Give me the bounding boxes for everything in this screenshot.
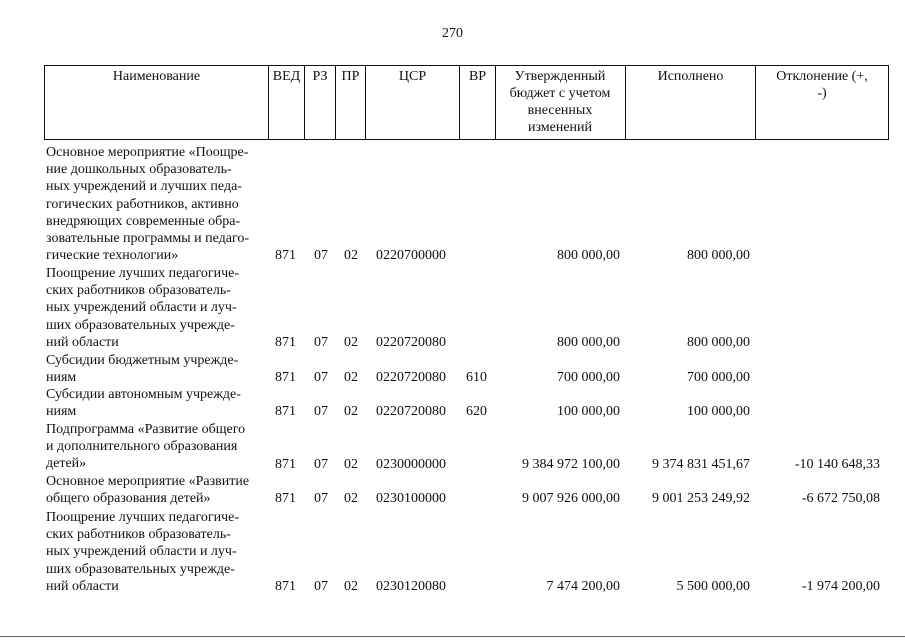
scan-bottom-edge	[0, 636, 905, 637]
row-name: Подпрограмма «Развитие общего и дополнительного образования детей»	[46, 422, 246, 472]
table-top-border	[44, 65, 889, 66]
row-pr: 02	[344, 579, 358, 594]
row-deviation: -6 672 750,08	[801, 491, 880, 506]
row-budget: 100 000,00	[557, 404, 620, 419]
row-ved: 871	[275, 579, 296, 594]
row-csr: 0230100000	[376, 491, 446, 506]
row-csr: 0230000000	[376, 457, 446, 472]
row-pr: 02	[344, 335, 358, 350]
row-name: Субсидии бюджетным учрежде- ниям	[46, 353, 239, 386]
header-ved: ВЕД	[272, 69, 301, 84]
row-name: Субсидии автономным учрежде- ниям	[46, 387, 241, 420]
row-deviation: -1 974 200,00	[801, 579, 880, 594]
row-ved: 871	[275, 335, 296, 350]
column-divider	[888, 65, 889, 140]
row-executed: 5 500 000,00	[676, 579, 750, 594]
row-pr: 02	[344, 457, 358, 472]
row-pr: 02	[344, 404, 358, 419]
header-csr: ЦСР	[398, 69, 427, 84]
column-divider	[755, 65, 756, 140]
page-number: 270	[442, 26, 463, 41]
row-budget: 700 000,00	[557, 370, 620, 385]
row-vr: 620	[466, 404, 487, 419]
row-rz: 07	[314, 404, 328, 419]
row-pr: 02	[344, 248, 358, 263]
row-budget: 9 007 926 000,00	[522, 491, 620, 506]
row-rz: 07	[314, 370, 328, 385]
row-budget: 9 384 972 100,00	[522, 457, 620, 472]
row-ved: 871	[275, 370, 296, 385]
row-budget: 800 000,00	[557, 248, 620, 263]
row-name: Основное мероприятие «Развитие общего образования детей»	[46, 474, 250, 507]
row-ved: 871	[275, 491, 296, 506]
header-name: Наименование	[112, 69, 201, 84]
row-rz: 07	[314, 335, 328, 350]
row-ved: 871	[275, 404, 296, 419]
row-vr: 610	[466, 370, 487, 385]
row-rz: 07	[314, 457, 328, 472]
row-rz: 07	[314, 491, 328, 506]
header-pr: ПР	[341, 69, 360, 84]
row-csr: 0230120080	[376, 579, 446, 594]
row-executed: 9 001 253 249,92	[652, 491, 750, 506]
row-budget: 800 000,00	[557, 335, 620, 350]
header-deviation: Отклонение (+, -)	[776, 69, 868, 101]
row-ved: 871	[275, 248, 296, 263]
row-deviation: -10 140 648,33	[794, 457, 880, 472]
row-csr: 0220720080	[376, 370, 446, 385]
row-csr: 0220720080	[376, 335, 446, 350]
row-pr: 02	[344, 370, 358, 385]
row-csr: 0220700000	[376, 248, 446, 263]
column-divider	[495, 65, 496, 140]
row-csr: 0220720080	[376, 404, 446, 419]
row-rz: 07	[314, 579, 328, 594]
row-ved: 871	[275, 457, 296, 472]
row-executed: 700 000,00	[687, 370, 750, 385]
row-pr: 02	[344, 491, 358, 506]
header-bottom-border	[44, 139, 889, 140]
row-name: Поощрение лучших педагогиче- ских работников образователь- ных учреждений области и луч- ших образовательных учрежде- ний области	[46, 266, 240, 350]
row-rz: 07	[314, 248, 328, 263]
row-executed: 9 374 831 451,67	[652, 457, 750, 472]
header-vr: ВР	[468, 69, 487, 84]
header-executed: Исполнено	[657, 69, 724, 84]
row-name: Поощрение лучших педагогиче- ских работников образователь- ных учреждений области и луч- ших образовательных учрежде- ний области	[46, 510, 240, 594]
row-executed: 800 000,00	[687, 335, 750, 350]
row-budget: 7 474 200,00	[546, 579, 620, 594]
row-name: Основное мероприятие «Поощре- ние дошкольных образователь- ных учреждений и лучших педа- гогических работников, активно внедряющих современные обра- зовательные программы и педаго- гические технологии»	[46, 145, 250, 264]
row-executed: 100 000,00	[687, 404, 750, 419]
header-budget: Утвержденный бюджет с учетом внесенных изменений	[509, 69, 611, 135]
row-executed: 800 000,00	[687, 248, 750, 263]
header-rz: РЗ	[312, 69, 328, 84]
